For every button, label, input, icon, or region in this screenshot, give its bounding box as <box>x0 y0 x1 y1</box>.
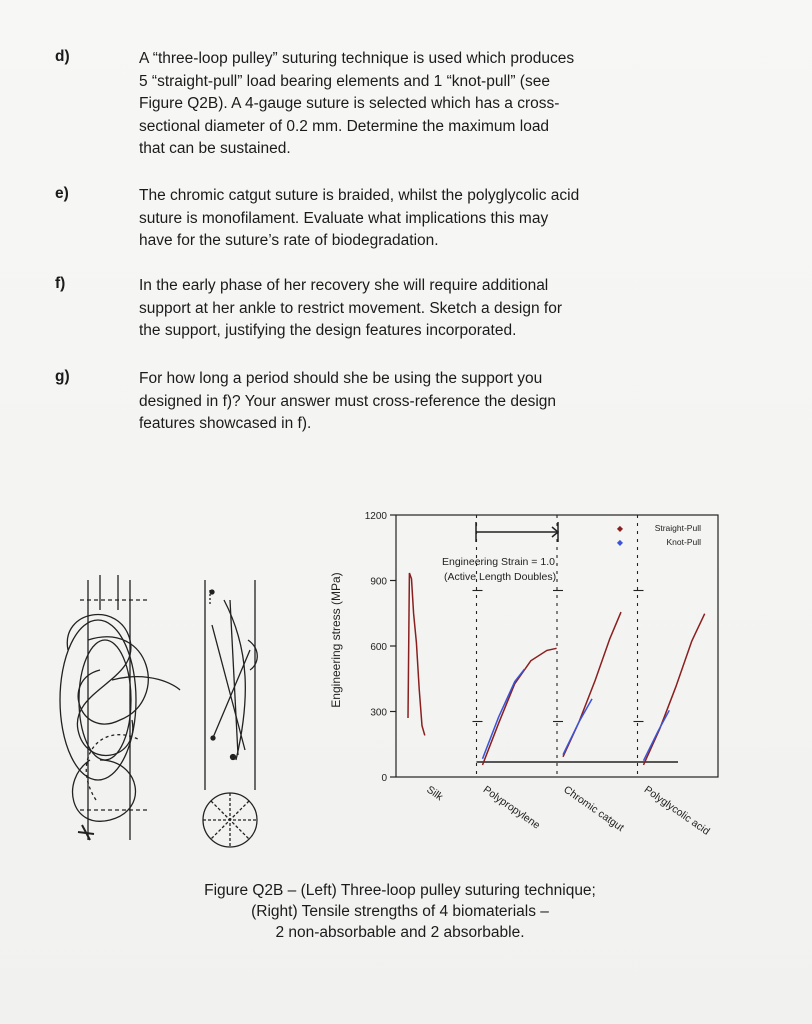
question-line: features showcased in f). <box>139 415 312 432</box>
x-tick-label: Polyglycolic acid <box>641 783 712 838</box>
question-label: d) <box>55 48 70 65</box>
question-label: g) <box>55 368 70 385</box>
question-line: In the early phase of her recovery she will require additional <box>139 277 549 294</box>
legend-label-knot: Knot-Pull <box>666 537 701 547</box>
curve-knot-pull-polyglycolic-acid <box>644 710 670 760</box>
caption-line: 2 non-absorbable and 2 absorbable. <box>275 924 525 941</box>
annotation-line-1: Engineering Strain = 1.0 <box>442 556 555 568</box>
curves <box>408 573 705 765</box>
annotation-line-2: (Active Length Doubles) <box>444 571 557 583</box>
question-line: Figure Q2B). A 4-gauge suture is selected which has a cross- <box>139 95 560 112</box>
question-line: A “three-loop pulley” suturing technique is used which produces <box>139 50 575 67</box>
question-line: sectional diameter of 0.2 mm. Determine the maximum load <box>139 117 550 135</box>
question-line: The chromic catgut suture is braided, whilst the polyglycolic acid <box>139 187 580 204</box>
figure-caption <box>140 880 660 943</box>
question-line: the support, justifying the design features incorporated. <box>139 322 517 339</box>
question-line: that can be sustained. <box>139 140 291 157</box>
question-line: 5 “straight-pull” load bearing elements and 1 “knot-pull” (see <box>139 72 550 90</box>
y-tick-label: 0 <box>381 773 387 784</box>
question-line: have for the suture’s rate of biodegradation. <box>139 232 439 249</box>
x-tick-label: Silk <box>424 783 446 804</box>
question-text <box>139 48 739 161</box>
curve-knot-pull-polypropylene <box>483 669 525 759</box>
y-tick-label: 1200 <box>364 511 387 522</box>
x-tick-label: Polypropylene <box>480 783 543 832</box>
question-text <box>139 275 739 343</box>
pulley-suture-diagram <box>60 575 257 847</box>
tensile-chart <box>329 511 718 838</box>
question-line: suture is monofilament. Evaluate what implications this may <box>139 209 549 227</box>
question-line: For how long a period should she be using the support you <box>139 370 543 387</box>
caption-line: (Right) Tensile strengths of 4 biomaterials – <box>251 903 549 920</box>
x-tick-labels <box>424 784 712 838</box>
question-label: e) <box>55 185 69 202</box>
x-tick-label: Chromic catgut <box>561 783 627 834</box>
y-ticks <box>365 511 396 784</box>
question-line: designed in f)? Your answer must cross-reference the design <box>139 392 557 410</box>
question-text <box>139 185 739 253</box>
y-axis-label: Engineering stress (MPa) <box>329 572 343 708</box>
legend-marker-knot: ◆ <box>616 538 624 547</box>
question-line: support at her ankle to restrict movement. Sketch a design for <box>139 299 563 317</box>
legend-marker-straight: ◆ <box>616 524 624 533</box>
curve-straight-pull-chromic-catgut <box>563 612 621 757</box>
y-tick-label: 600 <box>370 642 387 653</box>
legend-label-straight: Straight-Pull <box>654 523 701 533</box>
panels <box>473 515 679 777</box>
strain-annotation <box>442 522 558 583</box>
legend <box>617 523 701 547</box>
question-label: f) <box>55 275 66 292</box>
y-tick-label: 300 <box>370 707 387 719</box>
figure-q2b <box>0 495 812 875</box>
caption-line: Figure Q2B – (Left) Three-loop pulley suturing technique; <box>204 882 596 899</box>
y-tick-label: 900 <box>370 576 387 588</box>
curve-straight-pull-silk <box>408 573 425 735</box>
question-text <box>139 368 739 436</box>
curve-straight-pull-polypropylene <box>483 648 557 765</box>
